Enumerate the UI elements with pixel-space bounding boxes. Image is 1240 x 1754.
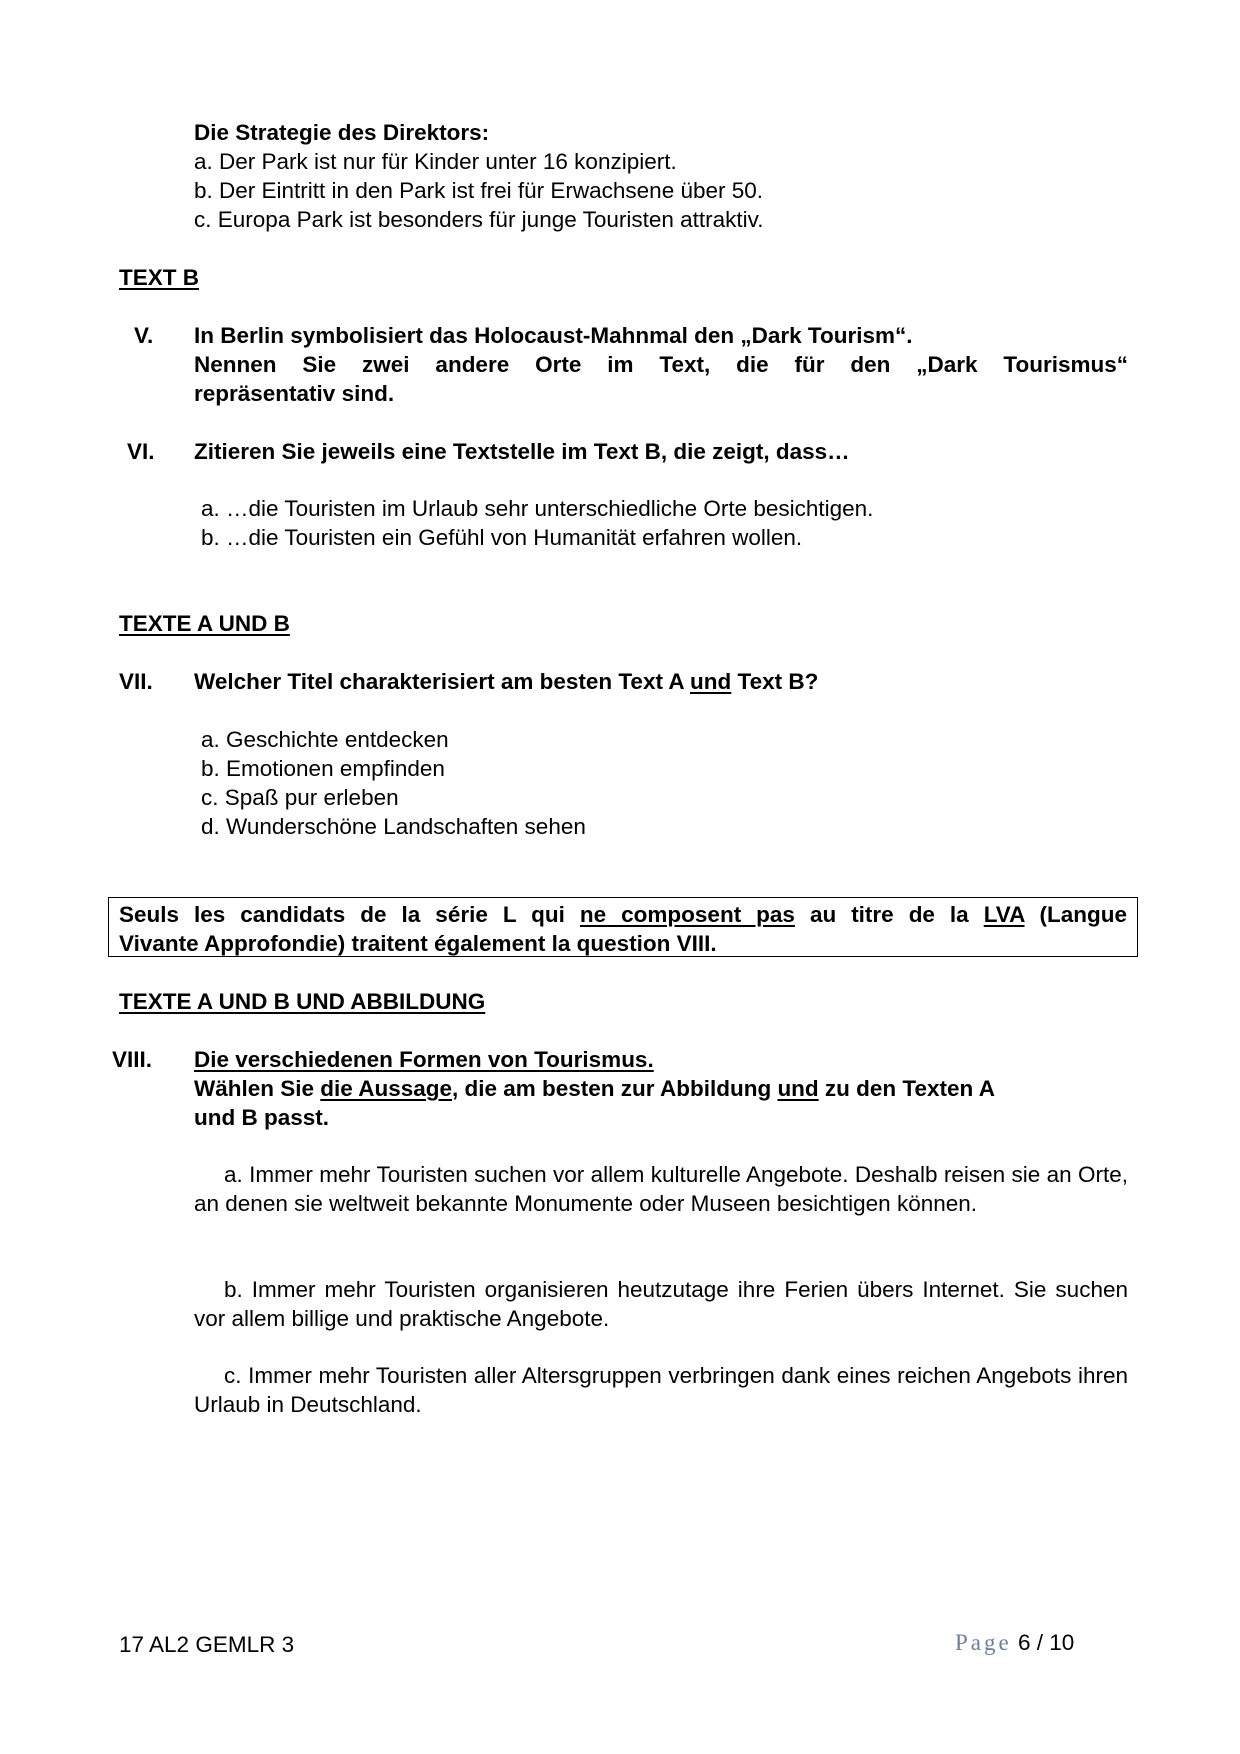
question-vi-option-b: b. …die Touristen ein Gefühl von Humanität erfahren wollen. [201, 525, 803, 550]
question-vi-text: Zitieren Sie jeweils eine Textstelle im Text B, die zeigt, dass… [194, 439, 850, 464]
option-text: Europa Park ist besonders für junge Touristen attraktiv. [217, 207, 764, 232]
strategie-option-c [194, 205, 763, 234]
notice-lva: LVA [983, 902, 1025, 927]
footer-page-number: 6 / 10 [1017, 1630, 1075, 1655]
question-vii-text-before: Welcher Titel charakterisiert am besten Text A [194, 669, 691, 694]
question-viii-und: und [777, 1076, 819, 1101]
notice-l1-a: Seuls les candidats de la série L qui [119, 902, 580, 927]
question-viii-line2 [194, 1074, 995, 1103]
notice-line1 [119, 900, 1127, 929]
question-vii-option-a: a. Geschichte entdecken [201, 727, 449, 752]
strategie-option-b [194, 176, 763, 205]
option-letter: b. [194, 178, 213, 203]
notice-l1-e: (Langue [1024, 902, 1128, 927]
section-heading-text-b: TEXT B [119, 265, 200, 290]
question-vii-und: und [690, 669, 732, 694]
question-viii-option-a: a. Immer mehr Touristen suchen vor allem kulturelle Angebote. Deshalb reisen sie an Orte, an denen sie weltweit bekannte Monumente oder Museen besichtigen können. [194, 1162, 1128, 1216]
question-vii-option-d: d. Wunderschöne Landschaften sehen [201, 814, 586, 839]
notice-ne-composent-pas: ne composent pas [579, 902, 795, 927]
question-viii-die-aussage: die Aussage [320, 1076, 452, 1101]
question-number-viii: VIII. [112, 1047, 153, 1072]
question-number-vii: VII. [119, 669, 153, 694]
question-number-v: V. [134, 323, 154, 348]
notice-l1-c: au titre de la [794, 902, 984, 927]
question-vii-text-after: Text B? [731, 669, 819, 694]
notice-line2: Vivante Approfondie) traitent également la question VIII. [119, 931, 717, 956]
footer-page-indicator [955, 1628, 1074, 1657]
question-vi-option-a: a. …die Touristen im Urlaub sehr unterschiedliche Orte besichtigen. [201, 496, 874, 521]
question-viii-line3: und B passt. [194, 1105, 330, 1130]
option-text: Der Eintritt in den Park ist frei für Erwachsene über 50. [219, 178, 764, 203]
question-viii-option-b: b. Immer mehr Touristen organisieren heutzutage ihre Ferien übers Internet. Sie suchen vor allem billige und praktische Angebote. [194, 1277, 1128, 1331]
strategie-title: Die Strategie des Direktors: [194, 120, 490, 145]
question-vii-option-c: c. Spaß pur erleben [201, 785, 399, 810]
question-number-vi: VI. [127, 439, 155, 464]
section-heading-texte-a-und-b-und-abbildung: TEXTE A UND B UND ABBILDUNG [119, 989, 486, 1014]
option-text: Der Park ist nur für Kinder unter 16 konzipiert. [219, 149, 677, 174]
option-letter: a. [194, 149, 213, 174]
strategie-option-a [194, 147, 677, 176]
option-letter: c. [194, 207, 212, 232]
question-v-line2: Nennen Sie zwei andere Orte im Text, die für den „Dark Tourismus“ [194, 352, 1128, 377]
question-viii-option-c: c. Immer mehr Touristen aller Altersgruppen verbringen dank eines reichen Angebots ihren Urlaub in Deutschland. [194, 1363, 1128, 1417]
section-heading-texte-a-und-b: TEXTE A UND B [119, 611, 290, 636]
question-viii-l2-e: zu den Texten A [818, 1076, 995, 1101]
question-vii-option-b: b. Emotionen empfinden [201, 756, 445, 781]
notice-box [108, 897, 1138, 957]
question-v-line1: In Berlin symbolisiert das Holocaust-Mahnmal den „Dark Tourism“. [194, 323, 913, 348]
footer-document-code: 17 AL2 GEMLR 3 [119, 1632, 295, 1657]
footer-page-word: Page [955, 1630, 1012, 1655]
question-vii-text [194, 667, 818, 696]
question-viii-l2-a: Wählen Sie [194, 1076, 321, 1101]
question-viii-l2-c: , die am besten zur Abbildung [452, 1076, 778, 1101]
question-viii-title: Die verschiedenen Formen von Tourismus. [194, 1047, 654, 1072]
question-v-line3: repräsentativ sind. [194, 381, 395, 406]
